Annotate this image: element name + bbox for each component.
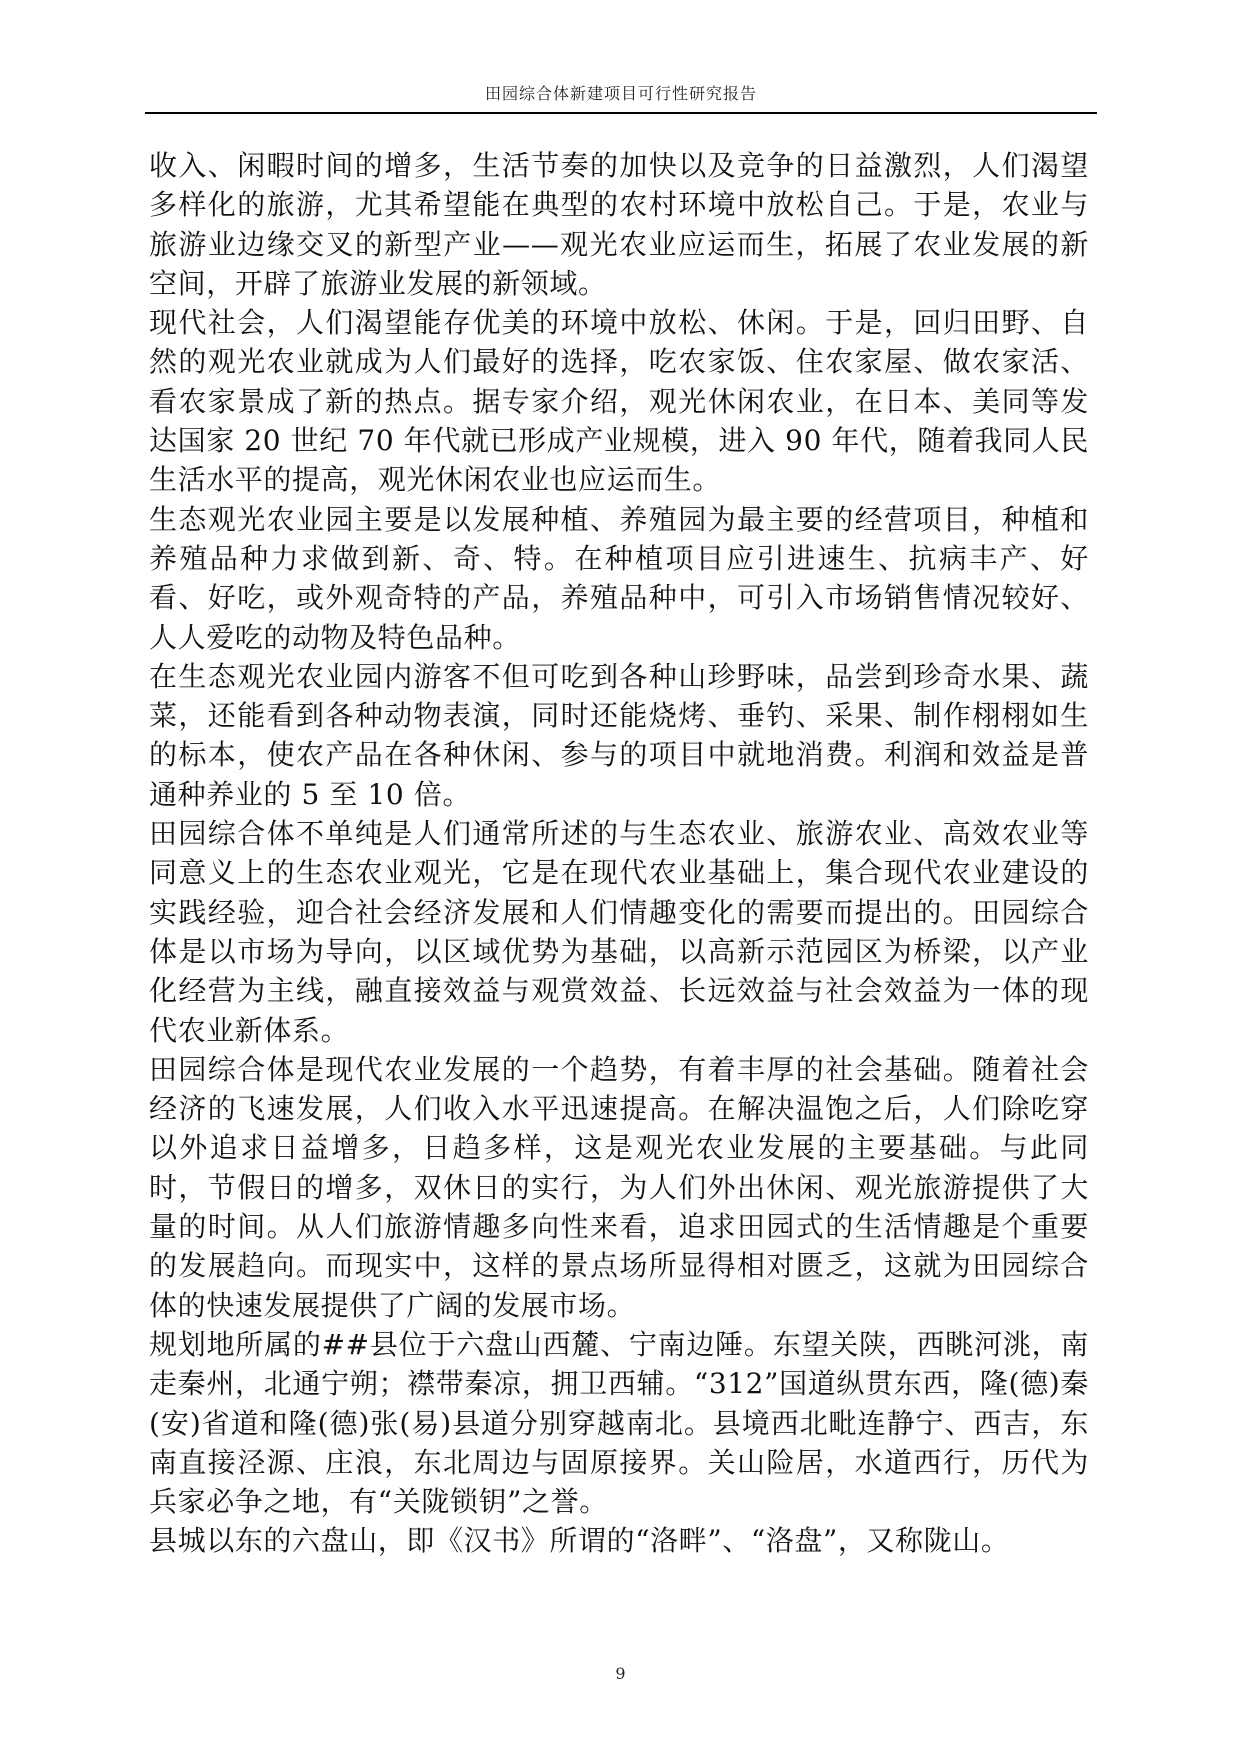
page-header-title: 田园综合体新建项目可行性研究报告	[484, 84, 757, 103]
page-number: 9	[615, 1664, 626, 1683]
body-text	[149, 146, 1089, 1561]
paragraph: 田园综合体是现代农业发展的一个趋势，有着丰厚的社会基础。随着社会经济的飞速发展，人们收入水平迅速提高。在解决温饱之后，人们除吃穿以外追求日益增多，日趋多样，这是观光农业发展的主要基础。与此同时，节假日的增多，双休日的实行，为人们外出休闲、观光旅游提供了大量的时间。从人们旅游情趣多向性来看，追求田园式的生活情趣是个重要的发展趋向。而现实中，这样的景点场所显得相对匮乏，这就为田园综合体的快速发展提供了广阔的发展市场。	[149, 1052, 1089, 1322]
paragraph: 规划地所属的##县位于六盘山西麓、宁南边陲。东望关陕，西眺河洮，南走秦州，北通宁朔；襟带秦凉，拥卫西辅。“312”国道纵贯东西，隆(德)秦(安)省道和隆(德)张(易)县道分别穿越南北。县境西北毗连静宁、西吉，东南直接泾源、庄浪，东北周边与固原接界。关山险居，水道西行，历代为兵家必争之地，有“关陇锁钥”之誉。	[149, 1327, 1089, 1519]
paragraph: 生态观光农业园主要是以发展种植、养殖园为最主要的经营项目，种植和养殖品种力求做到新、奇、特。在种植项目应引进速生、抗病丰产、好看、好吃，或外观奇特的产品，养殖品种中，可引入市场销售情况较好、人人爱吃的动物及特色品种。	[149, 502, 1089, 654]
header-divider	[145, 112, 1097, 114]
paragraph: 在生态观光农业园内游客不但可吃到各种山珍野味，品尝到珍奇水果、蔬菜，还能看到各种动物表演，同时还能烧烤、垂钓、采果、制作栩栩如生的标本，使农产品在各种休闲、参与的项目中就地消费。利润和效益是普通种养业的 5 至 10 倍。	[149, 659, 1089, 811]
paragraph: 现代社会，人们渴望能存优美的环境中放松、休闲。于是，回归田野、自然的观光农业就成为人们最好的选择，吃农家饭、住农家屋、做农家活、看农家景成了新的热点。据专家介绍，观光休闲农业，在日本、美同等发达国家 20 世纪 70 年代就已形成产业规模，进入 90 年代，随着我同人民生活水平的提高，观光休闲农业也应运而生。	[149, 306, 1089, 497]
paragraph: 田园综合体不单纯是人们通常所述的与生态农业、旅游农业、高效农业等同意义上的生态农业观光，它是在现代农业基础上，集合现代农业建设的实践经验，迎合社会经济发展和人们情趣变化的需要而提出的。田园综合体是以市场为导向，以区域优势为基础，以高新示范园区为桥梁，以产业化经营为主线，融直接效益与观赏效益、长远效益与社会效益为一体的现代农业新体系。	[149, 817, 1089, 1047]
paragraph: 收入、闲暇时间的增多，生活节奏的加快以及竞争的日益激烈，人们渴望多样化的旅游，尤其希望能在典型的农村环境中放松自己。于是，农业与旅游业边缘交叉的新型产业——观光农业应运而生，拓展了农业发展的新空间，开辟了旅游业发展的新领域。	[149, 149, 1089, 300]
paragraph: 县城以东的六盘山，即《汉书》所谓的“洛畔”、“洛盘”，又称陇山。	[149, 1524, 1010, 1558]
